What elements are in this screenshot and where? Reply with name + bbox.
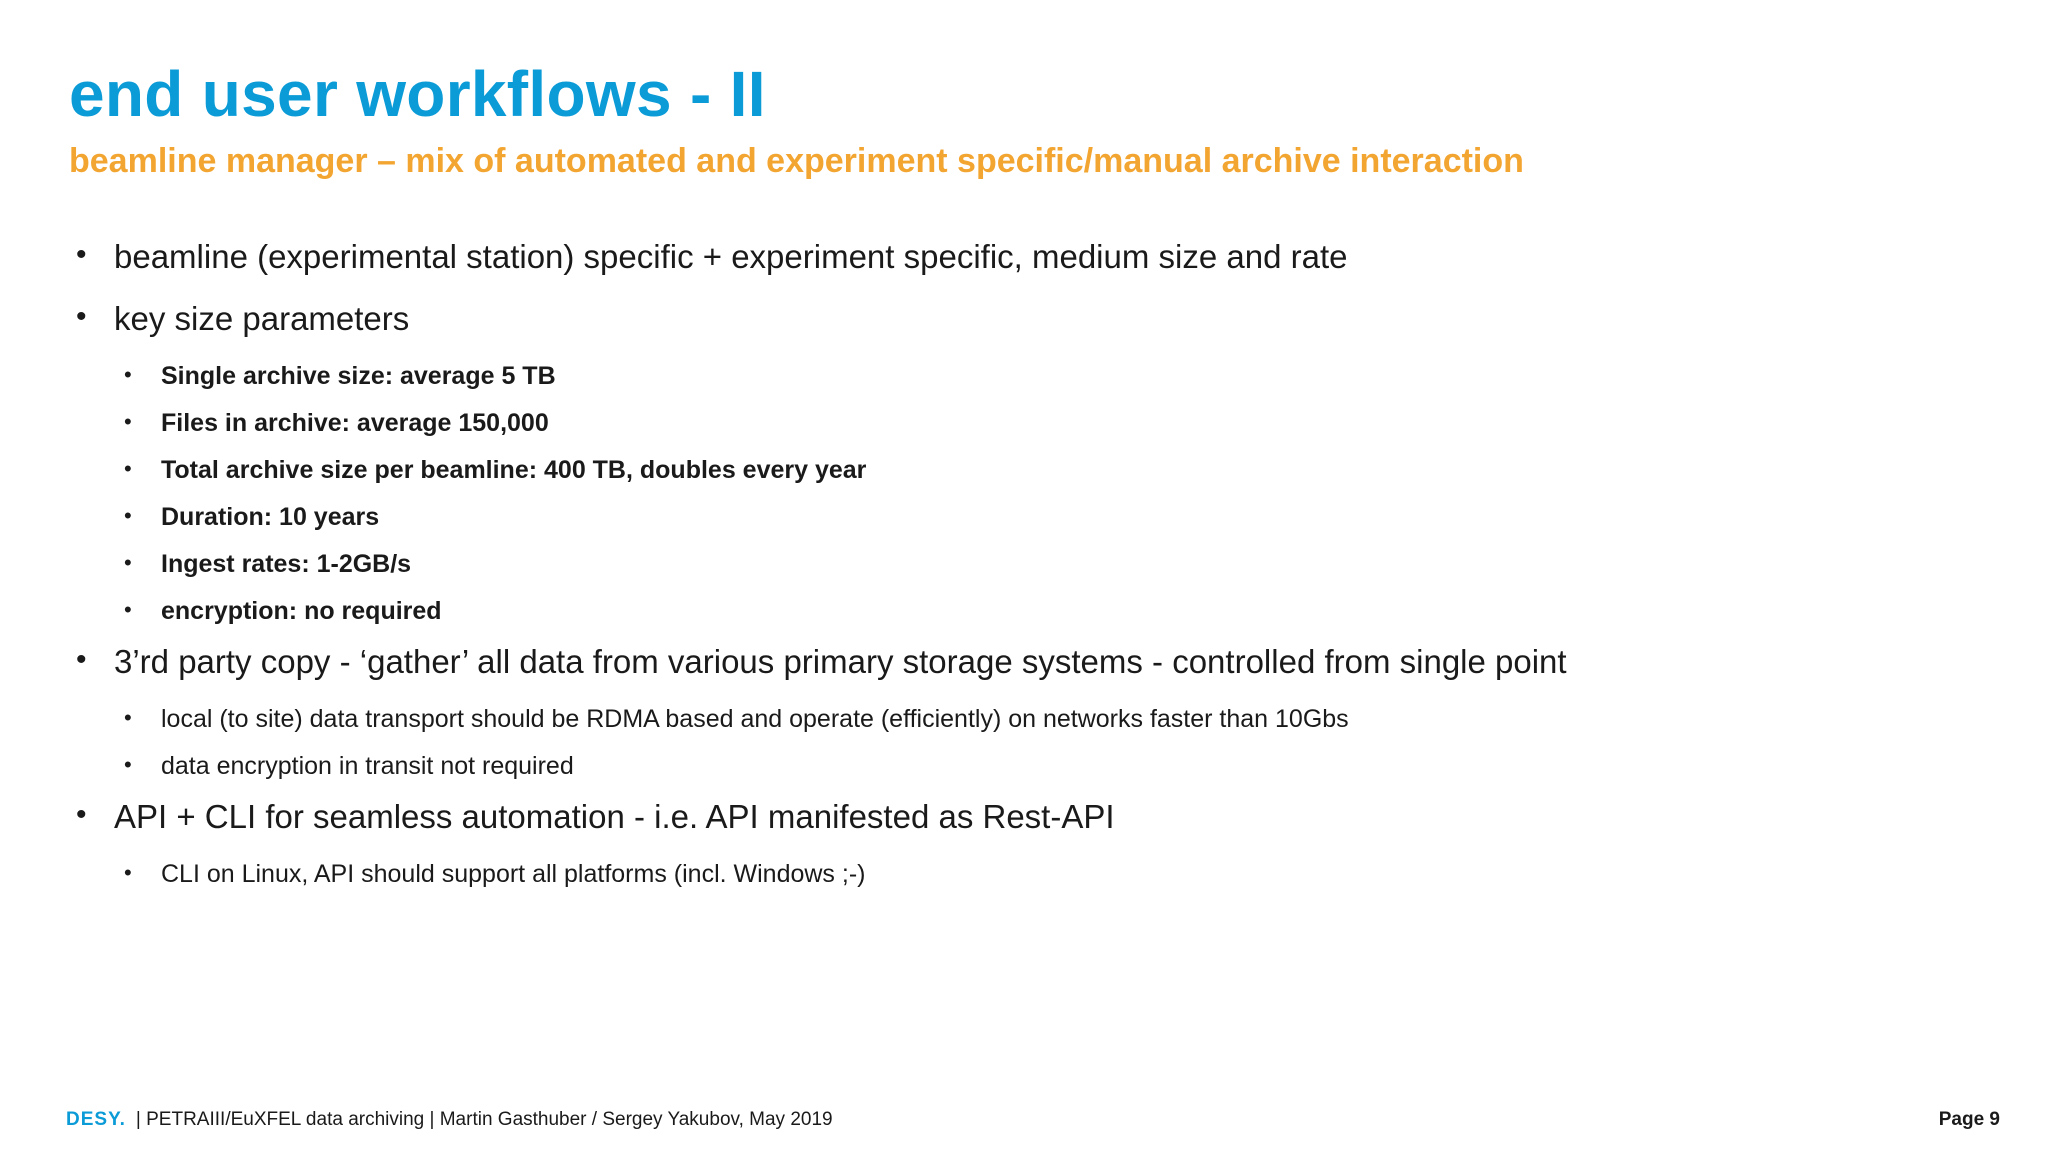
bullet-marker: • (124, 752, 132, 777)
bullet-marker: • (124, 550, 132, 575)
bullet-marker: • (76, 798, 87, 831)
list-item-text: Duration: 10 years (161, 503, 380, 531)
list-item-text: Files in archive: average 150,000 (161, 409, 549, 437)
bullet-marker: • (124, 705, 132, 730)
slide-footer (66, 1109, 833, 1131)
bullet-marker: • (124, 362, 132, 387)
desy-logo: DESY. (66, 1109, 126, 1130)
list-item-text: API + CLI for seamless automation - i.e. API manifested as Rest-API (114, 798, 1115, 835)
list-item-text: 3’rd party copy - ‘gather’ all data from various primary storage systems - controlled from single point (114, 643, 1567, 680)
bullet-marker: • (124, 597, 132, 622)
bullet-marker: • (124, 860, 132, 885)
list-item-text: Ingest rates: 1-2GB/s (161, 550, 412, 578)
list-item-text: Total archive size per beamline: 400 TB, doubles every year (161, 456, 867, 484)
bullet-marker: • (124, 503, 132, 528)
page-number: Page 9 (1938, 1109, 2000, 1130)
bullet-marker: • (124, 456, 132, 481)
bullet-marker: • (76, 643, 87, 676)
footer-text: | PETRAIII/EuXFEL data archiving | Martin Gasthuber / Sergey Yakubov, May 2019 (135, 1109, 833, 1130)
list-item-text: encryption: no required (161, 597, 442, 625)
list-item-text: key size parameters (114, 300, 410, 337)
bullet-marker: • (124, 409, 132, 434)
list-item-text: local (to site) data transport should be RDMA based and operate (efficiently) on networks faster than 10Gbs (161, 705, 1349, 733)
list-item-text: CLI on Linux, API should support all platforms (incl. Windows ;-) (161, 860, 866, 888)
bullet-marker: • (76, 300, 87, 333)
slide-title: end user workflows - II (69, 58, 766, 130)
bullet-marker: • (76, 238, 87, 271)
slide-subtitle: beamline manager – mix of automated and experiment specific/manual archive interaction (69, 142, 1524, 180)
list-item-text: Single archive size: average 5 TB (161, 362, 556, 390)
list-item-text: beamline (experimental station) specific + experiment specific, medium size and rate (114, 238, 1348, 275)
list-item-text: data encryption in transit not required (161, 752, 574, 780)
